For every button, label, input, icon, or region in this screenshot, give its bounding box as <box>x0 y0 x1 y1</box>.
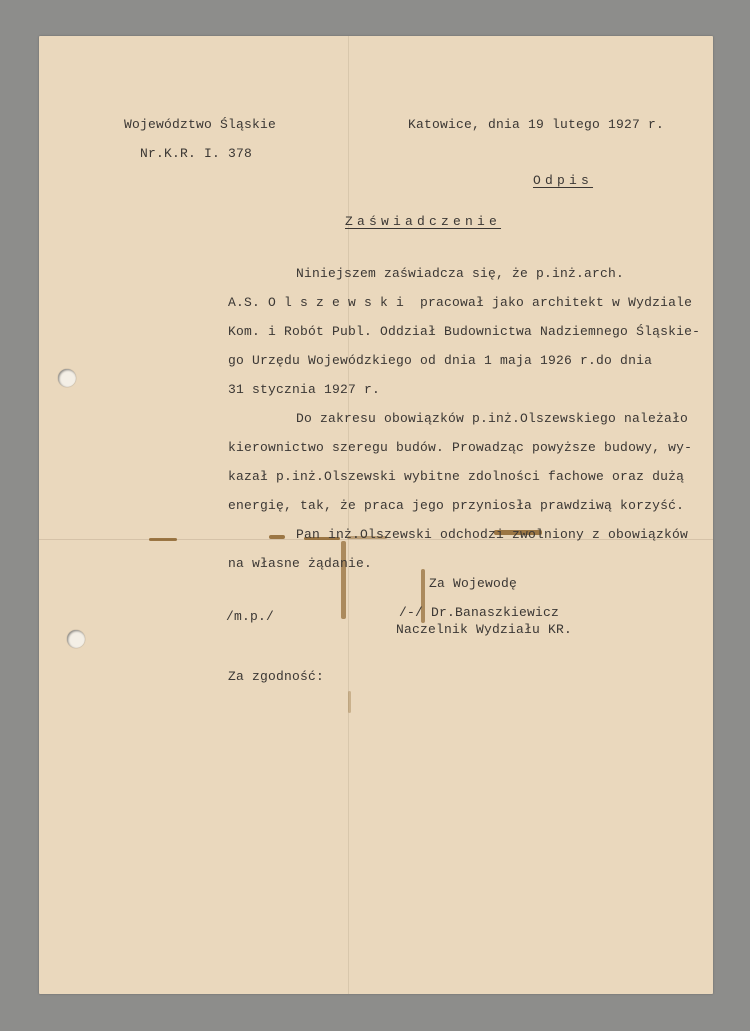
copy-label: Odpis <box>533 173 594 188</box>
conformity-note: Za zgodność: <box>228 669 325 684</box>
body-line: go Urzędu Wojewódzkiego od dnia 1 maja 1926 r.do dnia <box>228 353 653 368</box>
body-line: kierownictwo szeregu budów. Prowadząc powyższe budowy, wy- <box>228 440 693 455</box>
document-title: Zaświadczenie <box>345 214 502 229</box>
body-line: Niniejszem zaświadcza się, że p.inż.arch. <box>296 266 625 281</box>
body-line: Do zakresu obowiązków p.inż.Olszewskiego należało <box>296 411 689 426</box>
body-line: kazał p.inż.Olszewski wybitne zdolności fachowe oraz dużą <box>228 469 685 484</box>
punch-hole-upper <box>58 369 76 387</box>
body-line: A.S. O l s z e w s k i pracował jako architekt w Wydziale <box>228 295 693 310</box>
body-line: energię, tak, że praca jego przyniosła prawdziwą korzyść. <box>228 498 685 513</box>
body-line: Kom. i Robót Publ. Oddział Budownictwa Nadziemnego Śląskie- <box>228 324 701 339</box>
office-name: Województwo Śląskie <box>124 117 277 132</box>
for-voivode: Za Wojewodę <box>429 576 518 591</box>
seal-mark: /m.p./ <box>226 609 275 624</box>
body-line: na własne żądanie. <box>228 556 373 571</box>
signatory-position: Naczelnik Wydziału KR. <box>396 622 573 637</box>
rust-stain <box>341 541 346 619</box>
body-line: Pan inż.Olszewski odchodzi zwolniony z obowiązków <box>296 527 689 542</box>
fold-crease-vertical <box>348 36 349 994</box>
body-line: 31 stycznia 1927 r. <box>228 382 381 397</box>
reference-number: Nr.K.R. I. 378 <box>140 146 253 161</box>
rust-stain <box>348 691 351 713</box>
rust-stain <box>149 538 177 541</box>
document-page <box>39 36 713 994</box>
place-and-date: Katowice, dnia 19 lutego 1927 r. <box>408 117 665 132</box>
signatory-name: /-/ Dr.Banaszkiewicz <box>399 605 560 620</box>
punch-hole-lower <box>67 630 85 648</box>
rust-stain <box>269 535 285 539</box>
